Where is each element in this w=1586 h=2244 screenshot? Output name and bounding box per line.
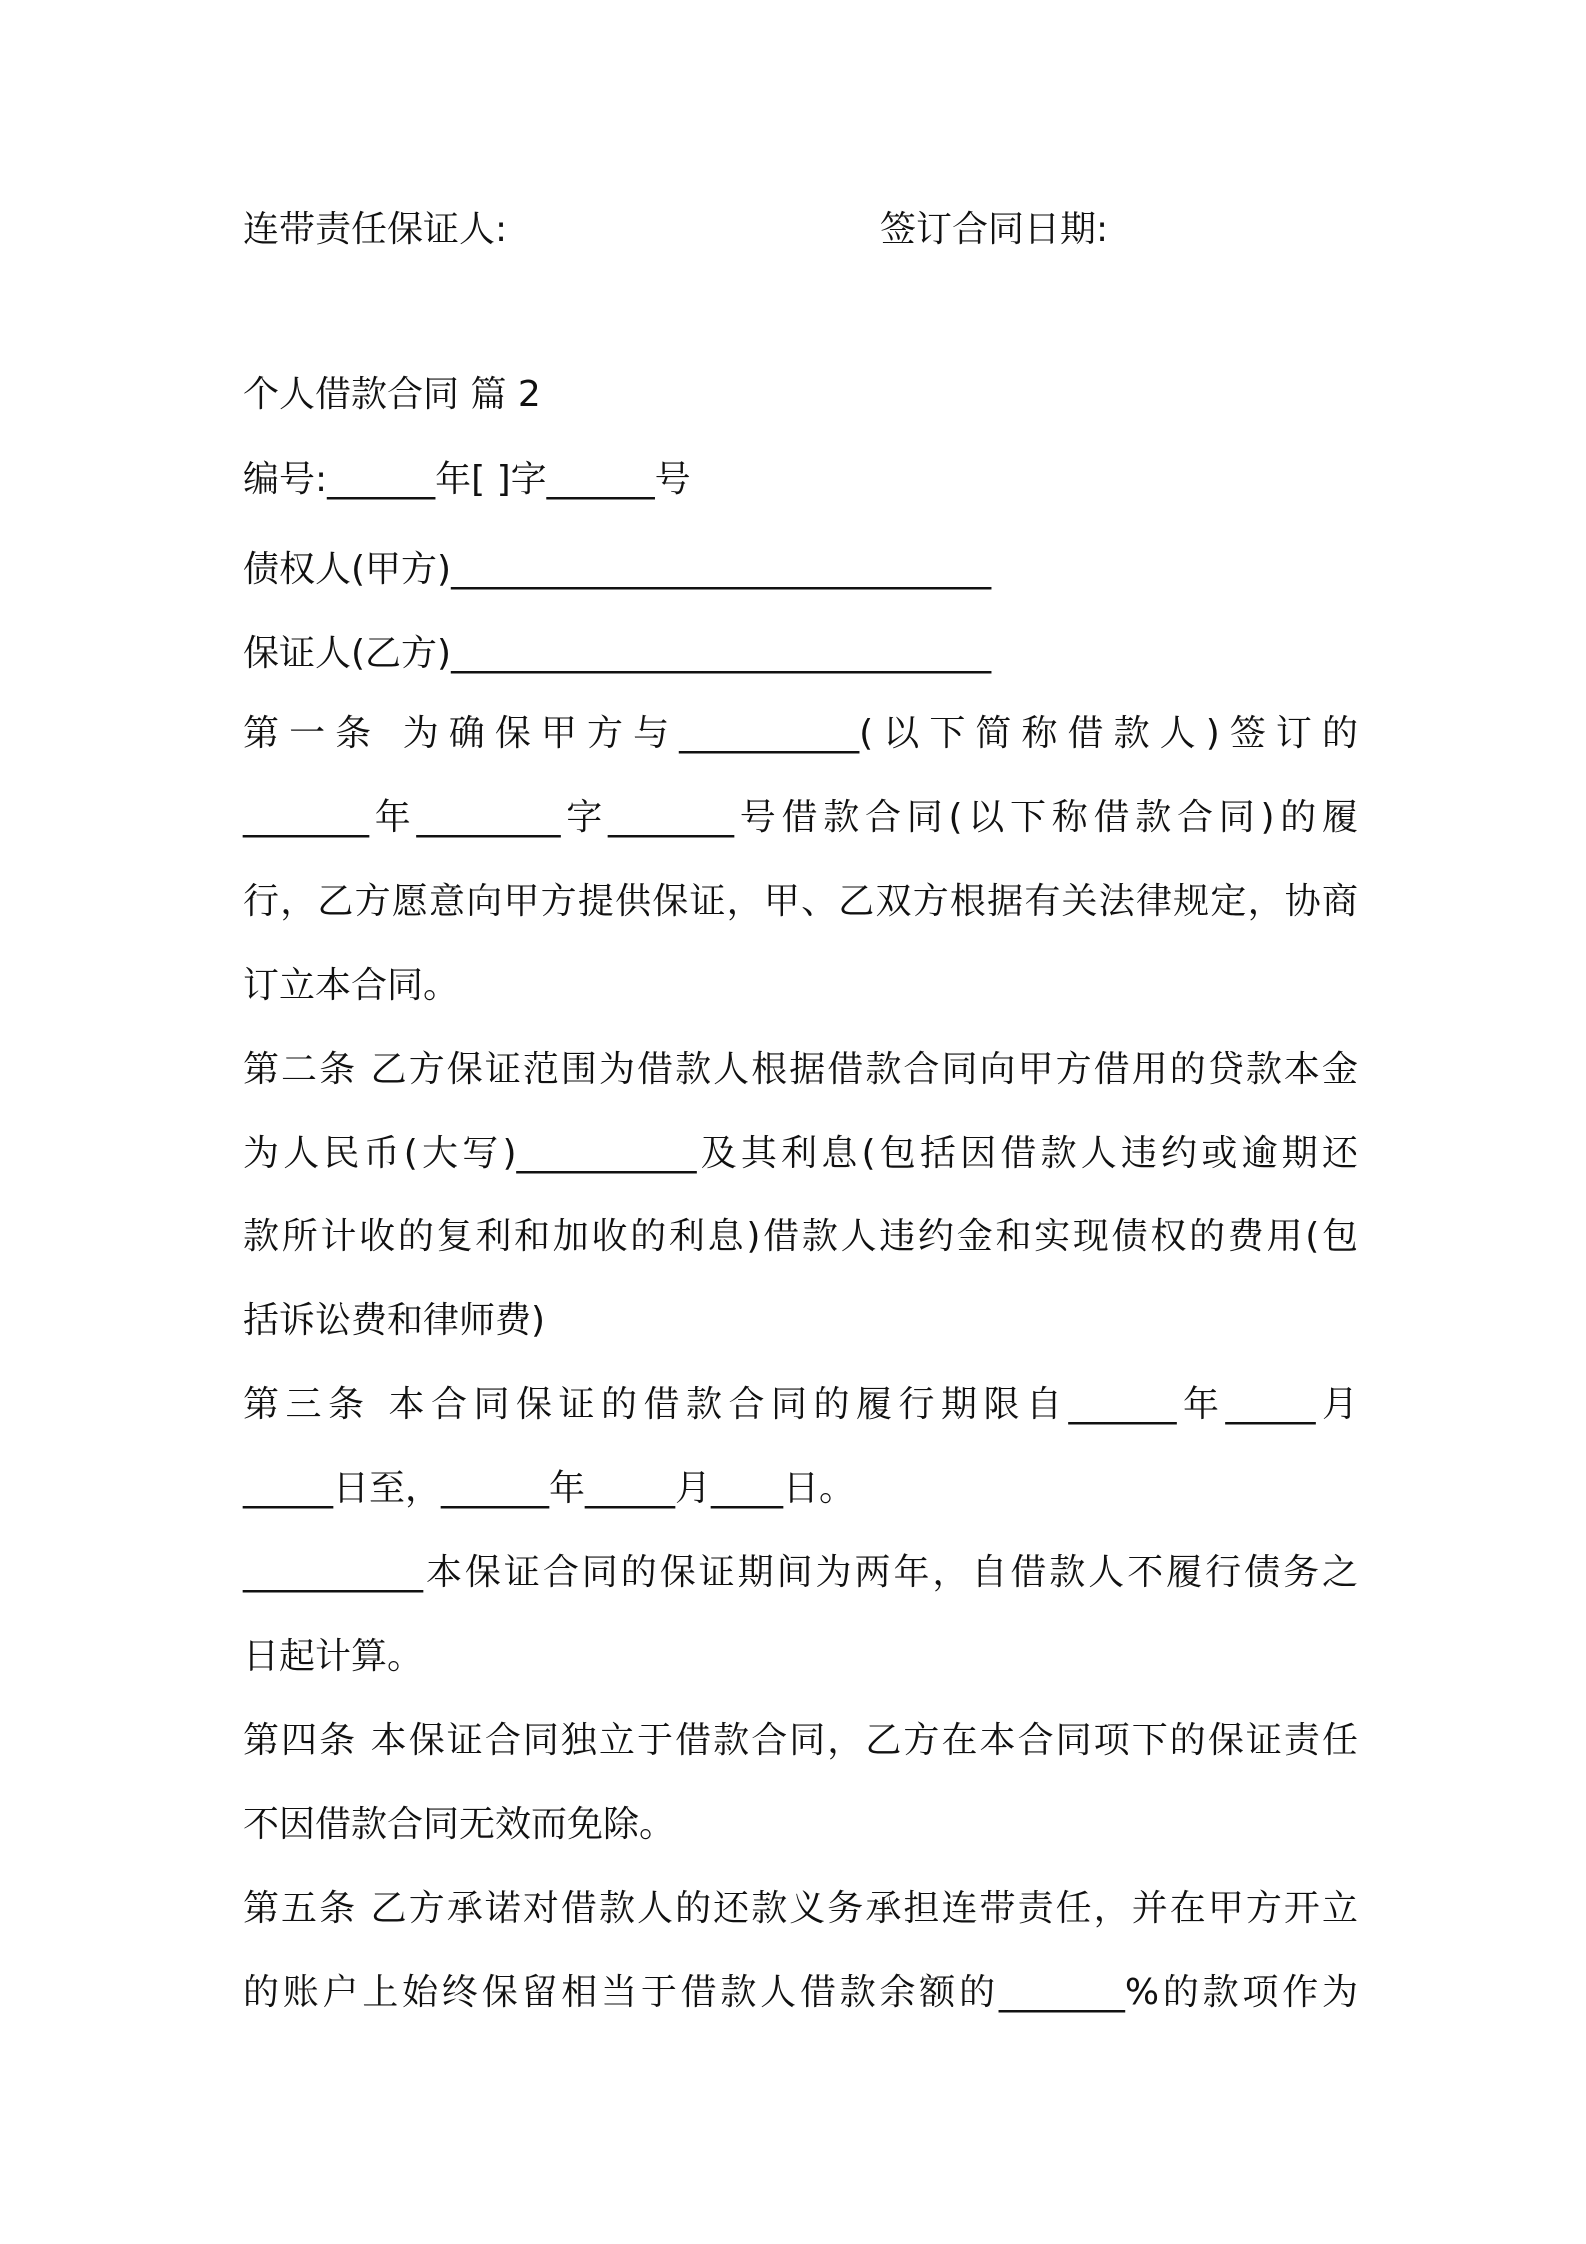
guarantee-period-line-2: 日起计算。: [243, 1636, 424, 1677]
article-2-line-4: 括诉讼费和律师费): [243, 1300, 546, 1341]
article-4-line-2: 不因借款合同无效而免除。: [243, 1804, 676, 1845]
article-1-line-4: 订立本合同。: [243, 965, 460, 1006]
article-3-line-2: _____日至，______年_____月____日。: [243, 1468, 856, 1509]
article-4-line-1: 第四条 本保证合同独立于借款合同，乙方在本合同项下的保证责任: [243, 1720, 1358, 1761]
guarantor-line: 保证人(乙方)______________________________: [243, 633, 992, 674]
article-1-line-3: 行，乙方愿意向甲方提供保证，甲、乙双方根据有关法律规定，协商: [243, 881, 1358, 922]
article-1-line-1: 第一条 为确保甲方与__________(以下简称借款人)签订的: [243, 713, 1358, 754]
contract-number: 编号:______年[ ]字______号: [243, 459, 691, 500]
article-5-line-1: 第五条 乙方承诺对借款人的还款义务承担连带责任，并在甲方开立: [243, 1888, 1358, 1929]
article-2-line-1: 第二条 乙方保证范围为借款人根据借款合同向甲方借用的贷款本金: [243, 1049, 1358, 1090]
sign-date-label: 签订合同日期:: [880, 209, 1109, 250]
article-3-line-1: 第三条 本合同保证的借款合同的履行期限自______年_____月: [243, 1384, 1358, 1425]
creditor-line: 债权人(甲方)______________________________: [243, 549, 992, 590]
article-1-line-2: _______年________字_______号借款合同(以下称借款合同)的履: [243, 797, 1358, 838]
guarantee-period-line-1: __________本保证合同的保证期间为两年，自借款人不履行债务之: [243, 1552, 1358, 1593]
article-2-line-3: 款所计收的复利和加收的利息)借款人违约金和实现债权的费用(包: [243, 1216, 1358, 1257]
document-title: 个人借款合同 篇 2: [243, 374, 541, 415]
guarantor-signature-label: 连带责任保证人:: [243, 209, 508, 250]
article-2-line-2: 为人民币(大写)__________及其利息(包括因借款人违约或逾期还: [243, 1133, 1358, 1174]
article-5-line-2: 的账户上始终保留相当于借款人借款余额的_______%的款项作为: [243, 1972, 1358, 2013]
